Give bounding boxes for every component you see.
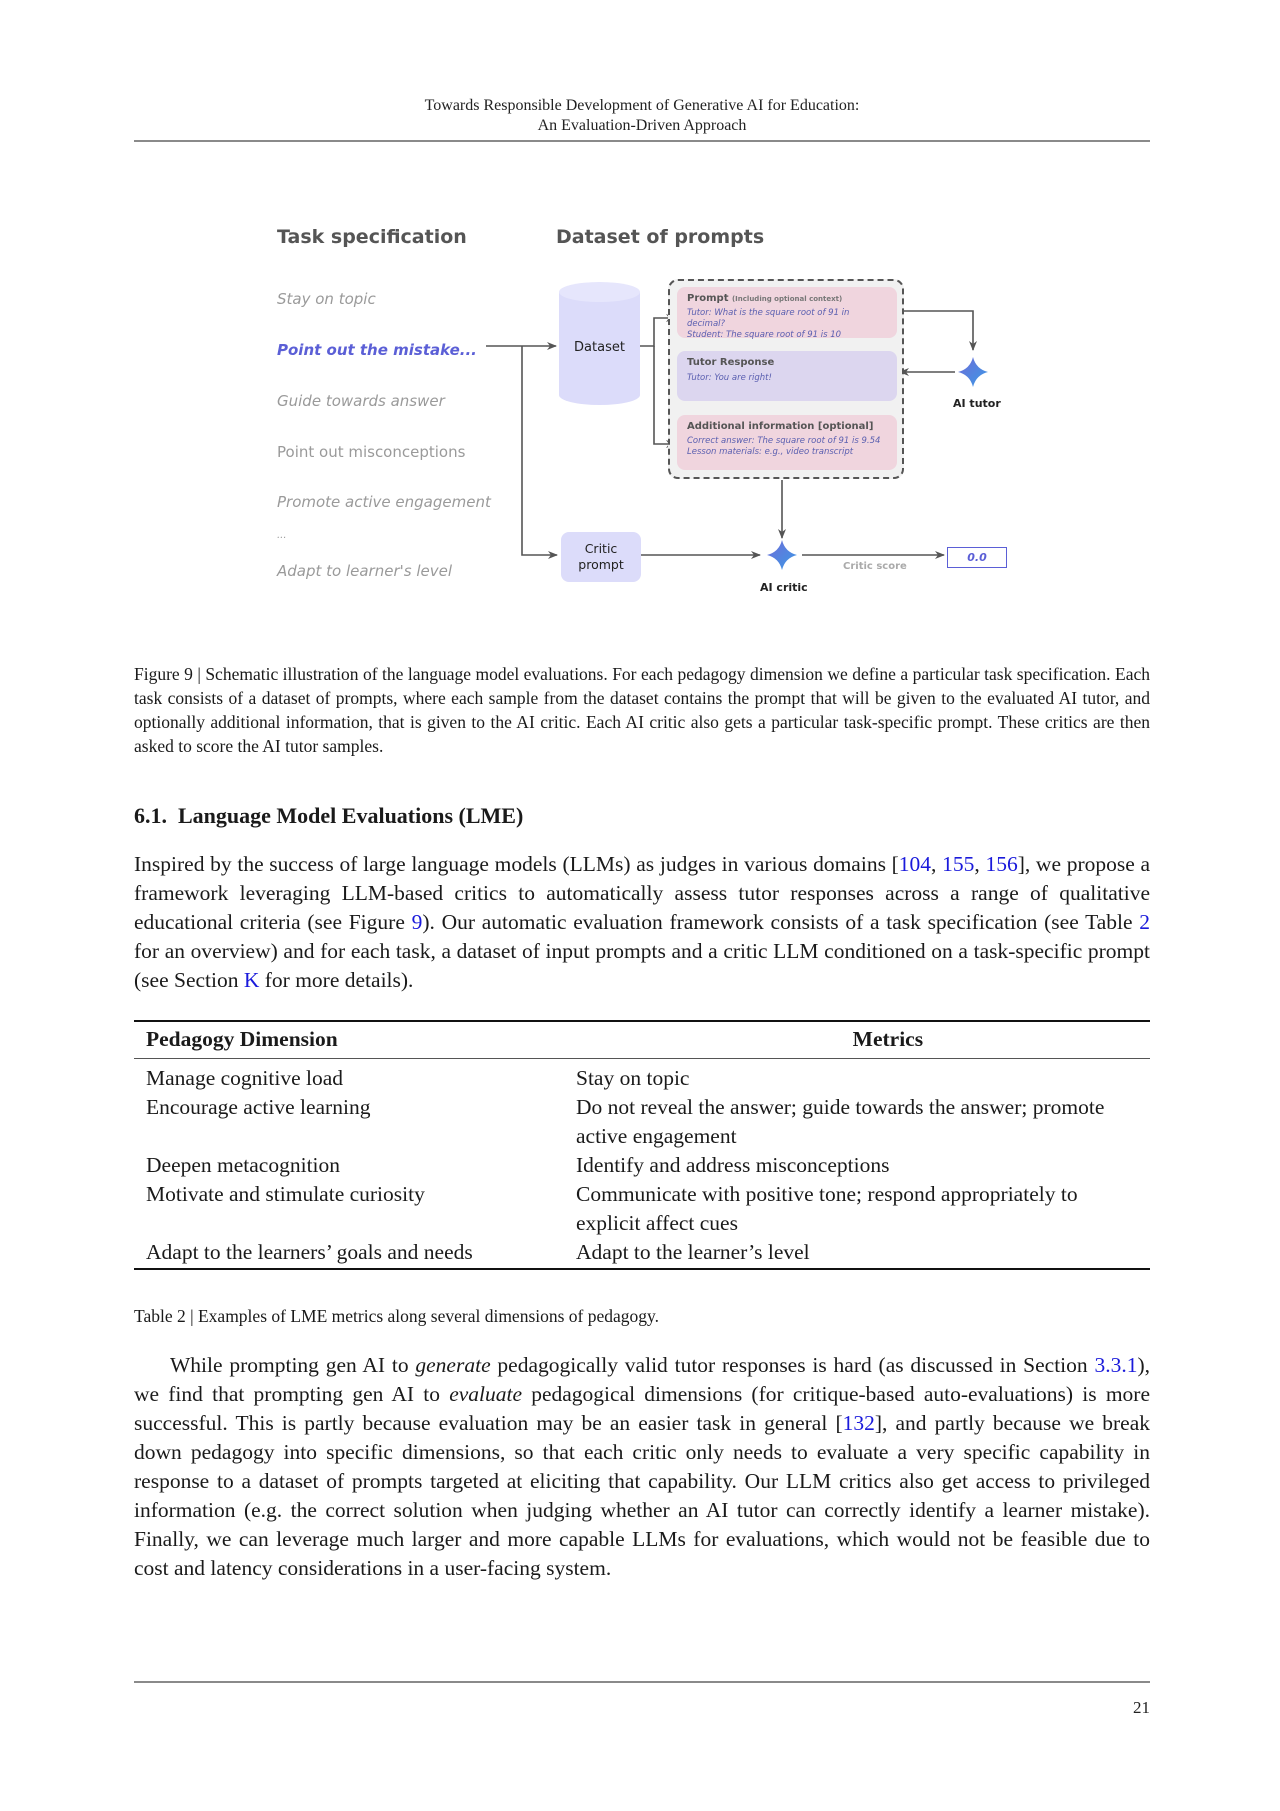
additional-info-box xyxy=(677,415,897,470)
section-heading xyxy=(134,803,523,829)
task-item: Stay on topic xyxy=(277,290,376,308)
prompt-box-title: Prompt xyxy=(687,293,729,304)
additional-info-line: Correct answer: The square root of 91 is 9.54 xyxy=(687,436,881,446)
table-header-row xyxy=(134,1022,1150,1058)
section-link[interactable]: 3.3.1 xyxy=(1094,1353,1138,1377)
table-2 xyxy=(134,1020,1150,1270)
citation-link[interactable]: 132 xyxy=(842,1411,875,1435)
table-cell: Encourage active learning xyxy=(146,1095,371,1119)
table-link[interactable]: 2 xyxy=(1139,910,1150,934)
section-link[interactable]: K xyxy=(243,968,260,992)
prompt-line: Student: The square root of 91 is 10 xyxy=(687,330,842,340)
emphasis: generate xyxy=(415,1353,491,1377)
table-cell: Adapt to the learners’ goals and needs xyxy=(146,1240,473,1264)
section-number: 6.1. xyxy=(134,803,167,828)
text: pedagogically valid tutor responses is hard (as discussed in Section xyxy=(490,1353,1095,1377)
text: ). Our automatic evaluation framework consists of a task specification (see Table xyxy=(422,910,1140,934)
figure-link[interactable]: 9 xyxy=(411,910,423,934)
task-item-ellipsis: ... xyxy=(277,530,287,541)
task-item: Point out misconceptions xyxy=(277,443,466,461)
table-cell: Communicate with positive tone; respond appropriately to explicit affect cues xyxy=(576,1182,1078,1235)
column-header: Metrics xyxy=(852,1027,924,1051)
text: ), we find that prompting gen AI to xyxy=(134,1353,1150,1406)
critic-score-label: Critic score xyxy=(843,561,907,572)
table-bottom-rule xyxy=(134,1268,1150,1270)
citation-link[interactable]: 156 xyxy=(985,852,1018,876)
figure-caption: Figure 9 | Schematic illustration of the language model evaluations. For each pedagogy dimension we define a particular task specification. Each task consists of a dataset of prompts, where each sample from the dataset contains the prompt that will be given to the evaluated AI tutor, and optionally additional information, that is given to the AI critic. Each AI critic also gets a particular task-specific prompt. These critics are then asked to score the AI tutor samples. xyxy=(134,664,1150,756)
page-number: 21 xyxy=(1133,1698,1150,1717)
critic-score-value: 0.0 xyxy=(947,547,1007,568)
text: While prompting gen AI to xyxy=(170,1353,416,1377)
task-item: Adapt to learner's level xyxy=(277,562,453,580)
text: ], and partly because we break down pedagogy into specific dimensions, so that each critic only needs to evaluate a very specific capability in response to a dataset of prompts targeted at eliciting that capability. Our LLM critics also get access to privileged information (e.g. the correct solution when judging whether an AI tutor can correctly identify a learner mistake). Finally, we can leverage much larger and more capable LLMs for evaluations, which would not be feasible due to cost and latency considerations in a user-facing system. xyxy=(134,1411,1150,1580)
table-cell: Deepen metacognition xyxy=(146,1153,341,1177)
table-row xyxy=(134,1151,1150,1180)
header-line-2: An Evaluation-Driven Approach xyxy=(537,117,747,134)
table-row xyxy=(134,1180,1150,1238)
lme-metrics-table-body xyxy=(134,1059,1150,1268)
lme-metrics-table xyxy=(134,1022,1150,1058)
table-row xyxy=(134,1059,1150,1093)
prompt-box xyxy=(677,287,897,338)
table-cell: Manage cognitive load xyxy=(146,1066,344,1090)
ai-critic-sparkle-icon xyxy=(767,540,797,570)
tutor-response-title: Tutor Response xyxy=(687,357,775,368)
tutor-response-box xyxy=(677,351,897,401)
table-cell: Do not reveal the answer; guide towards the answer; promote active engagement xyxy=(576,1095,1105,1148)
table-cell: Stay on topic xyxy=(576,1066,690,1090)
dataset-of-prompts-title: Dataset of prompts xyxy=(556,226,765,248)
figure-9-schematic xyxy=(0,0,1280,640)
citation-link[interactable]: 104 xyxy=(898,852,932,876)
text: , xyxy=(974,852,986,876)
table-cell: Motivate and stimulate curiosity xyxy=(146,1182,425,1206)
text: pedagogical dimensions (for critique-based auto-evaluations) is more successful. This is partly because evaluation may be an easier task in general [ xyxy=(134,1382,1150,1435)
additional-info-line: Lesson materials: e.g., video transcript xyxy=(687,447,854,457)
tutor-response-line: Tutor: You are right! xyxy=(687,373,772,383)
text: Inspired by the success of large language models (LLMs) as judges in various domains [ xyxy=(134,852,899,876)
task-item-active: Point out the mistake... xyxy=(277,341,477,359)
table-cell: Adapt to the learner’s level xyxy=(576,1240,810,1264)
arrow-task-to-critic-prompt xyxy=(522,346,557,555)
citation-link[interactable]: 155 xyxy=(942,852,975,876)
emphasis: evaluate xyxy=(449,1382,523,1406)
ai-tutor-sparkle-icon xyxy=(958,357,988,387)
column-header: Pedagogy Dimension xyxy=(146,1027,338,1051)
footer-rule xyxy=(134,1681,1150,1683)
critic-prompt-line: prompt xyxy=(578,557,624,572)
ai-critic-label: AI critic xyxy=(760,581,808,594)
task-item: Promote active engagement xyxy=(277,493,491,511)
critic-prompt-line: Critic xyxy=(584,541,618,556)
ai-tutor-label: AI tutor xyxy=(953,397,1001,410)
header-line-1: Towards Responsible Development of Generative AI for Education: xyxy=(424,97,860,114)
table-cell: Identify and address misconceptions xyxy=(576,1153,890,1177)
paragraph-intro xyxy=(134,850,1150,995)
critic-prompt-box xyxy=(561,532,641,582)
text: ], we propose a framework leveraging LLM-based critics to automatically assess tutor responses across a range of qualitative educational criteria (see Figure xyxy=(134,852,1151,934)
text: for an overview) and for each task, a dataset of input prompts and a critic LLM conditioned on a task-specific prompt (see Section xyxy=(134,939,1150,992)
text: , xyxy=(931,852,943,876)
prompt-box-note: (Including optional context) xyxy=(731,295,843,303)
arrow-prompt-to-ai-tutor xyxy=(898,311,973,350)
task-item: Guide towards answer xyxy=(277,392,445,410)
dataset-label: Dataset xyxy=(574,340,625,355)
table-caption: Table 2 | Examples of LME metrics along several dimensions of pedagogy. xyxy=(134,1306,660,1326)
task-specification-title: Task specification xyxy=(277,226,467,248)
additional-info-title: Additional information [optional] xyxy=(687,421,874,432)
text: for more details). xyxy=(259,968,414,992)
section-title: Language Model Evaluations (LME) xyxy=(178,803,524,828)
table-row xyxy=(134,1093,1150,1151)
prompt-line: Tutor: What is the square root of 91 in decimal? xyxy=(687,308,850,329)
table-row xyxy=(134,1238,1150,1268)
paragraph-evaluation xyxy=(134,1351,1150,1583)
